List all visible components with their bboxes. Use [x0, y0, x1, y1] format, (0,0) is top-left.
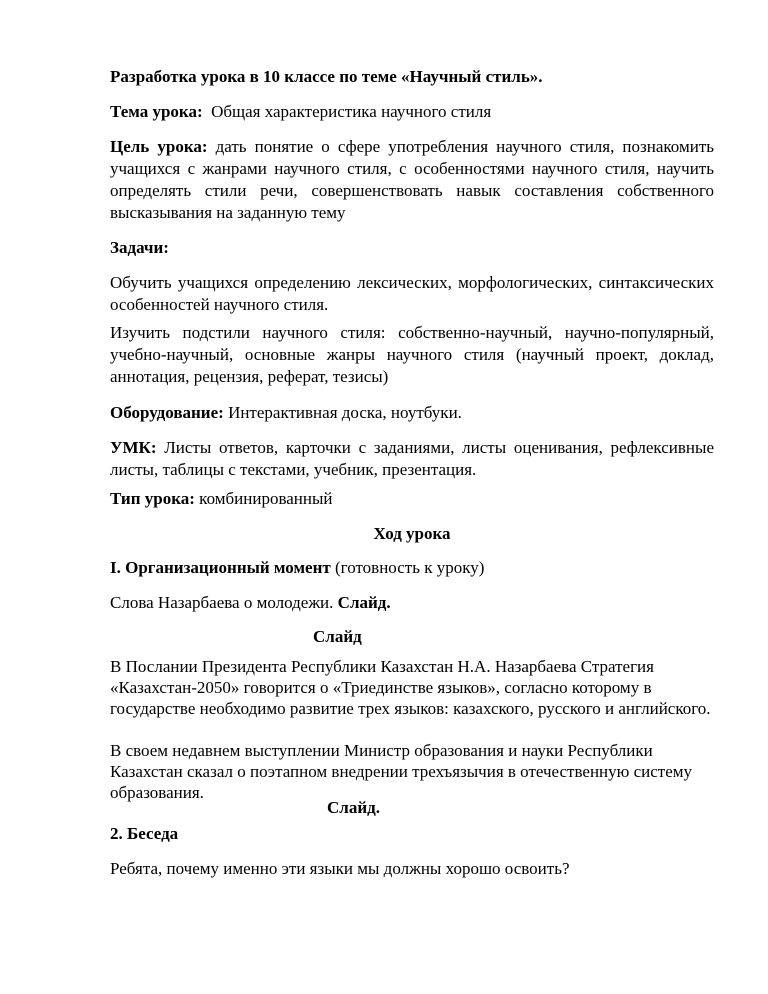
- minister-text: В своем недавнем выступлении Министр образования и науки Республики Казахстан сказал о поэтапном внедрении трехъязычия в отечественную систему образования.: [110, 741, 693, 802]
- task-item-1: [110, 272, 714, 316]
- document-title: [110, 66, 714, 88]
- task-item-1-text: Обучить учащихся определению лексических, морфологических, синтаксических особенностей научного стиля.: [110, 273, 714, 314]
- task-item-2: [110, 322, 714, 388]
- section1-note: (готовность к уроку): [334, 558, 485, 577]
- lesson-type-line: [110, 488, 714, 510]
- goal-label: Цель урока:: [110, 137, 208, 156]
- tasks-heading-text: Задачи:: [110, 238, 169, 257]
- document-page: [110, 0, 714, 994]
- slide-heading-1: [313, 626, 513, 648]
- task-item-2-text: Изучить подстили научного стиля: собственно-научный, научно-популярный, учебно-научный, основные жанры научного стиля (научный проект, доклад, аннотация, рецензия, реферат, тезисы): [110, 323, 714, 386]
- title-text: Разработка урока в 10 классе по теме «Научный стиль».: [110, 67, 543, 86]
- lesson-type-text: комбинированный: [199, 489, 333, 508]
- course-heading: [110, 523, 714, 545]
- equipment-label: Оборудование:: [110, 403, 224, 422]
- slide-heading-1-text: Слайд: [313, 627, 362, 646]
- question-text: Ребята, почему именно эти языки мы должны хорошо освоить?: [110, 859, 570, 878]
- umk-label: УМК:: [110, 438, 157, 457]
- lesson-type-label: Тип урока:: [110, 489, 195, 508]
- nazarbayev-text: Слова Назарбаева о молодежи.: [110, 593, 334, 612]
- message-text: В Послании Президента Республики Казахстан Н.А. Назарбаева Стратегия «Казахстан-2050» говорится о «Триединстве языков», согласно которому в государстве необходимо развитие трех языков: казахского, русского и английского.: [110, 657, 711, 718]
- equipment-line: [110, 402, 714, 424]
- slide-heading-2-text: Слайд.: [327, 798, 380, 817]
- nazarbayev-line: [110, 592, 714, 614]
- equipment-text: Интерактивная доска, ноутбуки.: [228, 403, 462, 422]
- goal-text: дать понятие о сфере употребления научного стиля, познакомить учащихся с жанрами научного стиля, с особенностями научного стиля, научить определять стили речи, совершенствовать навык составления собственного высказывания на заданную тему: [110, 137, 714, 222]
- section1-heading: [110, 557, 714, 579]
- minister-paragraph: [110, 740, 714, 803]
- question-line: [110, 858, 714, 880]
- topic-line: [110, 101, 714, 123]
- topic-label: Тема урока:: [110, 102, 203, 121]
- course-heading-text: Ход урока: [373, 524, 451, 543]
- umk-paragraph: [110, 437, 714, 481]
- slide-heading-2: [327, 797, 527, 819]
- topic-text: Общая характеристика научного стиля: [211, 102, 492, 121]
- section1-title: I. Организационный момент: [110, 558, 331, 577]
- section2-heading: [110, 823, 714, 845]
- umk-text: Листы ответов, карточки с заданиями, листы оценивания, рефлексивные листы, таблицы с текстами, учебник, презентация.: [110, 438, 714, 479]
- goal-paragraph: [110, 136, 714, 224]
- section2-title: 2. Беседа: [110, 824, 179, 843]
- message-paragraph: [110, 656, 714, 719]
- nazarbayev-slide: Слайд.: [337, 593, 391, 612]
- tasks-heading: [110, 237, 714, 259]
